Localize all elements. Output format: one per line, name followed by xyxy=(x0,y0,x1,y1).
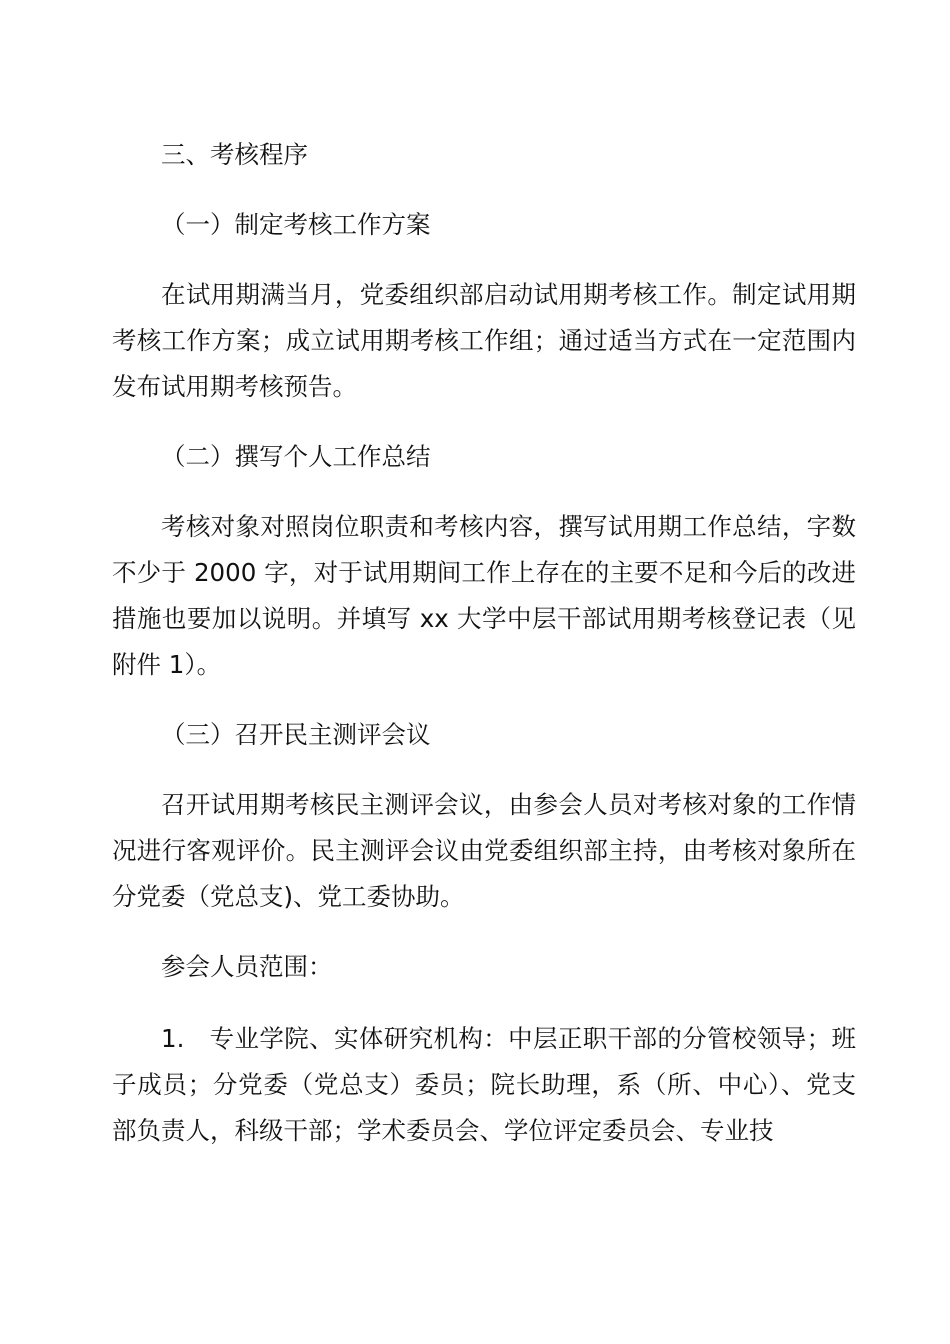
participants-item-1: 1. 专业学院、实体研究机构：中层正职干部的分管校领导；班子成员；分党委（党总支）委员；院长助理，系（所、中心）、党支部负责人，科级干部；学术委员会、学位评定委员会、专业技 xyxy=(112,1024,856,1145)
participants-heading: 参会人员范围： xyxy=(161,952,333,981)
paragraph-2: 考核对象对照岗位职责和考核内容，撰写试用期工作总结，字数不少于 2000 字，对于试用期间工作上存在的主要不足和今后的改进措施也要加以说明。并填写 xx 大学中层干部试用期考核登记表（见附件 1）。 xyxy=(112,512,856,679)
subsection-heading-3: （三）召开民主测评会议 xyxy=(161,720,431,749)
paragraph-1: 在试用期满当月，党委组织部启动试用期考核工作。制定试用期考核工作方案；成立试用期考核工作组；通过适当方式在一定范围内发布试用期考核预告。 xyxy=(112,280,856,401)
subsection-heading-2: （二）撰写个人工作总结 xyxy=(161,442,431,471)
subsection-heading-1: （一）制定考核工作方案 xyxy=(161,210,431,239)
document-body xyxy=(112,132,856,1154)
section-heading: 三、考核程序 xyxy=(161,140,308,169)
paragraph-3: 召开试用期考核民主测评会议，由参会人员对考核对象的工作情况进行客观评价。民主测评会议由党委组织部主持，由考核对象所在分党委（党总支)、党工委协助。 xyxy=(112,790,856,911)
